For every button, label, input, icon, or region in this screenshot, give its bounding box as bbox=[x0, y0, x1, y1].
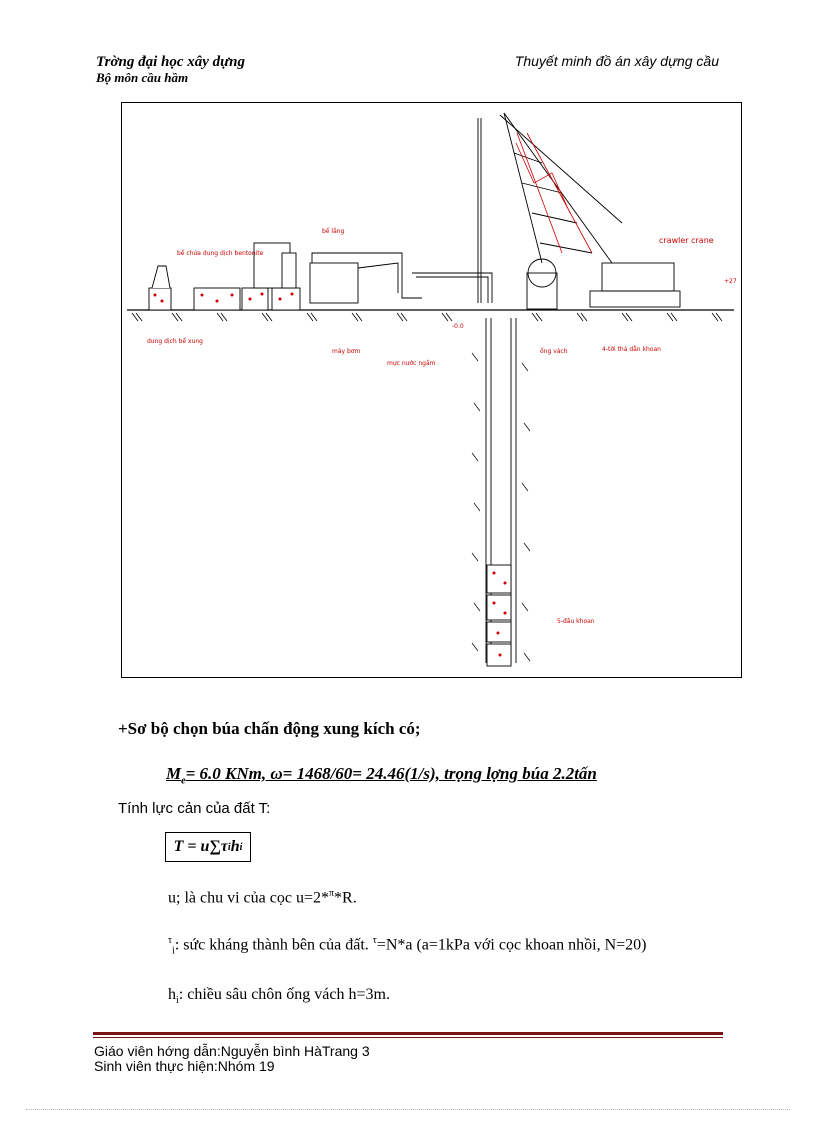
p2-text-b: =N*a (a=1kPa với cọc khoan nhồi, N=20) bbox=[376, 936, 647, 954]
formula-m-sub: e bbox=[181, 775, 186, 787]
section-heading: +Sơ bộ chọn búa chấn động xung kích có; bbox=[118, 719, 421, 738]
p2-text-a: : sức kháng thành bên của đất. bbox=[174, 936, 369, 954]
hammer-parameters bbox=[166, 764, 597, 786]
header-title: Thuyết minh đồ án xây dựng cầu bbox=[514, 53, 719, 69]
p3-text: : chiều sâu chôn ống vách h=3m. bbox=[178, 986, 390, 1003]
p3-h: h bbox=[168, 986, 176, 1003]
drawing-frame bbox=[121, 102, 742, 678]
construction-drawing bbox=[122, 103, 741, 677]
label-winch: 4-tời thả dẫn khoan bbox=[602, 346, 661, 353]
label-settling-tank: bể lắng bbox=[322, 228, 345, 235]
label-drill-head: 5-đầu khoan bbox=[557, 618, 595, 625]
paragraph-depth bbox=[168, 986, 390, 1006]
footer-rule-thick bbox=[93, 1032, 723, 1035]
header-school: Trờng đại học xây dựng bbox=[96, 54, 245, 70]
label-pump: máy bơm bbox=[332, 348, 361, 355]
footer-rule-thin bbox=[93, 1037, 723, 1038]
intro-text: Tính lực cản của đất T: bbox=[118, 800, 271, 817]
boxed-formula bbox=[165, 832, 251, 862]
page-bottom-dotted-line bbox=[26, 1109, 790, 1110]
paragraph-resistance bbox=[146, 929, 720, 964]
box-formula-main: T = u∑τ bbox=[173, 838, 228, 855]
label-slurry: dung dịch bể xung bbox=[147, 338, 203, 345]
p1-pi: π bbox=[328, 888, 335, 899]
label-crawler-crane: crawler crane bbox=[659, 236, 714, 245]
p2-tau-sub: i bbox=[172, 945, 175, 957]
p1-text-b: *R. bbox=[334, 889, 357, 907]
header-department: Bộ môn cầu hầm bbox=[96, 70, 189, 85]
p2-tau2: τ bbox=[372, 935, 377, 946]
paragraph-perimeter bbox=[168, 888, 357, 907]
box-sub-1: i bbox=[227, 841, 231, 853]
label-casing: ống vách bbox=[540, 348, 568, 355]
label-elevation-top: +27 bbox=[724, 278, 737, 285]
formula-m: M bbox=[166, 764, 182, 783]
p1-text-a: u; là chu vi của cọc u=2* bbox=[168, 889, 329, 907]
label-elevation-water: -0.0 bbox=[452, 323, 464, 330]
box-sub-2: i bbox=[239, 841, 243, 853]
footer-students: Sinh viên thực hiện:Nhóm 19 bbox=[94, 1058, 275, 1074]
formula-rest: = 6.0 KNm, ω= 1468/60= 24.46(1/s), trọng lợng búa 2.2tấn bbox=[185, 764, 597, 783]
footer-instructor: Giáo viên hớng dẫn:Nguyễn bình HàTrang 3 bbox=[94, 1043, 370, 1059]
box-h: h bbox=[230, 838, 240, 855]
p2-tau: τ bbox=[168, 935, 173, 946]
p3-h-sub: i bbox=[176, 995, 179, 1007]
label-storage-tank: bể chứa dung dịch bentonite bbox=[177, 250, 264, 257]
label-groundwater: mực nước ngầm bbox=[387, 360, 436, 367]
